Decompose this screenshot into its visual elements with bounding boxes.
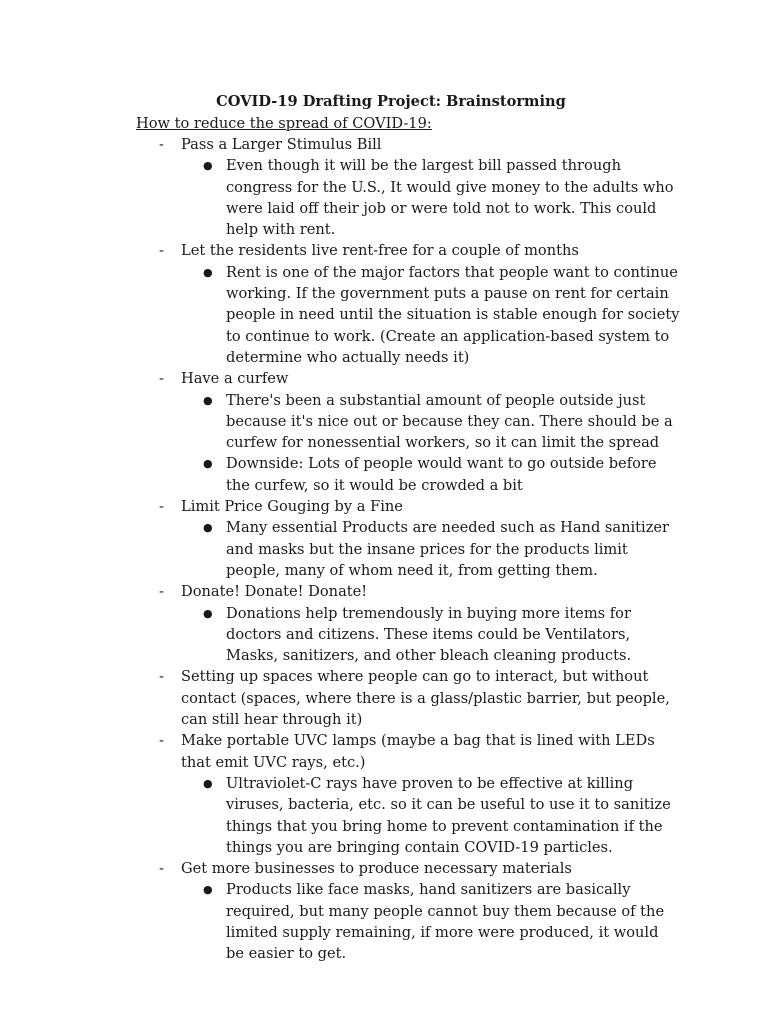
bullet-icon: ●: [203, 393, 213, 407]
outline-item: [0, 666, 768, 730]
sub-bullet-item: [0, 155, 768, 240]
outline-item: [0, 496, 768, 517]
outline-item-text: Make portable UVC lamps (maybe a bag that is lined with LEDs that emit UVC rays, etc.): [181, 732, 655, 771]
outline-item: [0, 730, 768, 773]
outline-list: [0, 134, 768, 965]
outline-item: [0, 858, 768, 879]
sub-bullet-text: Downside: Lots of people would want to go outside before the curfew, so it would be crowded a bit: [226, 455, 657, 494]
sub-bullet-text: There's been a substantial amount of people outside just because it's nice out or because they can. There should be a curfew for nonessential workers, so it can limit the spread: [226, 391, 673, 452]
bullet-icon: ●: [203, 606, 213, 620]
sub-bullet-item: [0, 773, 768, 858]
sub-bullet-item: [0, 390, 768, 454]
sub-bullet-item: [0, 453, 768, 496]
outline-item: [0, 368, 768, 389]
bullet-icon: ●: [203, 457, 213, 471]
sub-bullet-text: Even though it will be the largest bill passed through congress for the U.S., It would give money to the adults who were laid off their job or were told not to work. This could help with rent.: [226, 157, 674, 239]
bullet-icon: ●: [203, 776, 213, 790]
sub-bullet-text: Products like face masks, hand sanitizers are basically required, but many people cannot buy them because of the limited supply remaining, if more were produced, it would be easier to get.: [226, 881, 665, 963]
outline-item: [0, 240, 768, 261]
dash-marker: -: [159, 668, 164, 686]
dash-marker: -: [159, 498, 164, 516]
sub-bullet-text: Donations help tremendously in buying more items for doctors and citizens. These items could be Ventilators, Masks, sanitizers, and other bleach cleaning products.: [226, 604, 632, 665]
document-title: COVID-19 Drafting Project: Brainstorming: [216, 93, 566, 110]
outline-item-text: Get more businesses to produce necessary materials: [181, 860, 572, 878]
bullet-icon: ●: [203, 265, 213, 279]
outline-item-text: Let the residents live rent-free for a couple of months: [181, 242, 579, 260]
sub-bullet-text: Ultraviolet-C rays have proven to be effective at killing viruses, bacteria, etc. so it can be useful to use it to sanitize things that you bring home to prevent contamination if the things you are bringing contain COVID-19 particles.: [226, 774, 671, 856]
outline-item-text: Pass a Larger Stimulus Bill: [181, 136, 382, 153]
outline-item-text: Have a curfew: [181, 370, 289, 388]
sub-bullet-item: [0, 262, 768, 368]
sub-bullet-text: Many essential Products are needed such as Hand sanitizer and masks but the insane prices for the products limit people, many of whom need it, from getting them.: [226, 519, 670, 579]
dash-marker: -: [159, 583, 164, 601]
sub-bullet-item: [0, 879, 768, 964]
outline-item: [0, 581, 768, 602]
document-subtitle: How to reduce the spread of COVID-19:: [136, 115, 432, 132]
outline-item-text: Limit Price Gouging by a Fine: [181, 498, 403, 516]
outline-item: [0, 134, 768, 155]
dash-marker: -: [159, 370, 164, 388]
dash-marker: -: [159, 732, 164, 750]
sub-bullet-item: [0, 517, 768, 581]
dash-marker: -: [159, 860, 164, 878]
dash-marker: -: [159, 136, 164, 153]
dash-marker: -: [159, 242, 164, 260]
bullet-icon: ●: [203, 521, 213, 535]
outline-item-text: Setting up spaces where people can go to interact, but without contact (spaces, where there is a glass/plastic barrier, but people, can still hear through it): [181, 668, 670, 729]
sub-bullet-text: Rent is one of the major factors that people want to continue working. If the government puts a pause on rent for certain people in need until the situation is stable enough for society to continue to work. (Create an application-based system to determine who actually needs it): [226, 263, 680, 366]
bullet-icon: ●: [203, 883, 213, 897]
outline-item-text: Donate! Donate! Donate!: [181, 583, 368, 601]
sub-bullet-item: [0, 603, 768, 667]
bullet-icon: ●: [203, 159, 213, 173]
